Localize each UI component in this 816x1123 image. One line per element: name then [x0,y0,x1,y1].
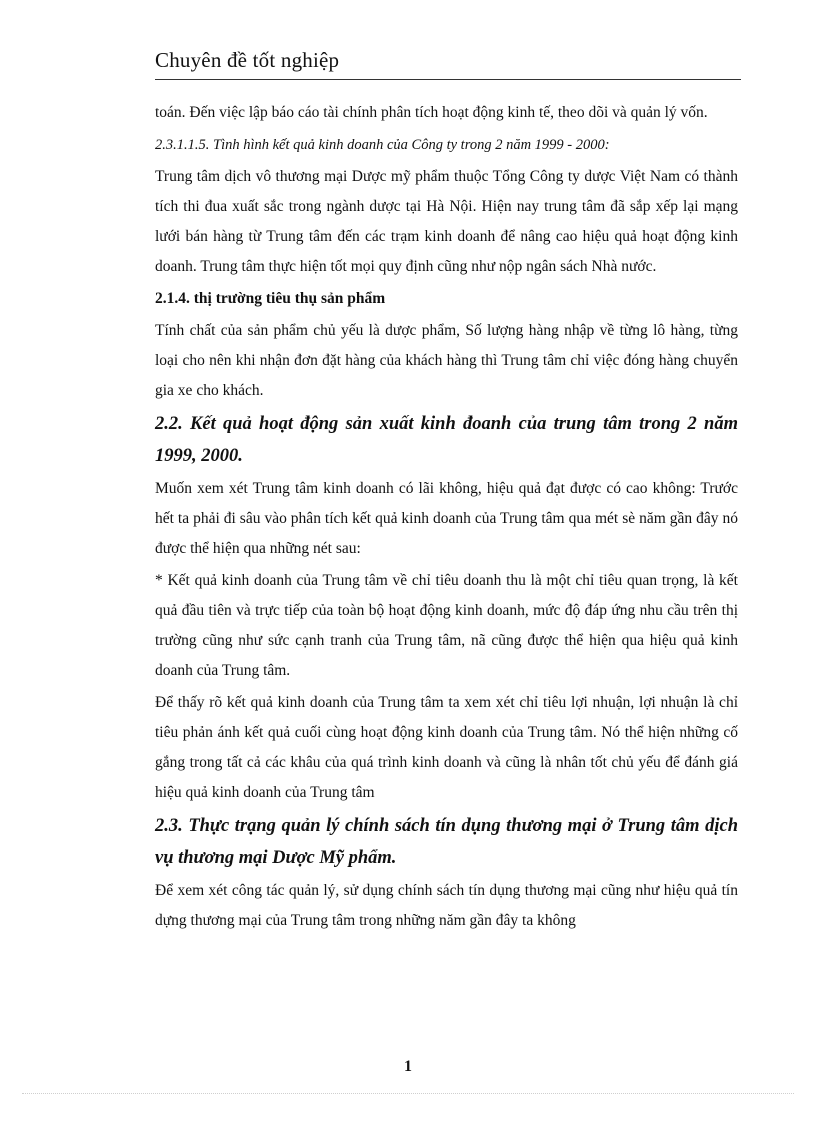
subheading-market: 2.1.4. thị trường tiêu thụ sản phẩm [155,290,386,307]
page-header-title: Chuyên đề tốt nghiệp [155,48,340,72]
page-body [155,98,738,938]
paragraph-revenue-indicator: * Kết quả kinh doanh của Trung tâm về chỉ tiêu doanh thu là một chỉ tiêu quan trọng, là kết quả đầu tiên và trực tiếp của toàn bộ hoạt động kinh doanh, mức độ đáp ứng nhu cầu trên thị trường cũng như sức cạnh tranh của Trung tâm, nã cũng được thể hiện qua hiệu quả kinh doanh của Trung tâm. [155,572,738,679]
paragraph-intro: toán. Đến việc lập báo cáo tài chính phân tích hoạt động kinh tế, theo dõi và quản lý vốn. [155,104,708,121]
paragraph-profit-indicator: Để thấy rõ kết quả kinh doanh của Trung tâm ta xem xét chỉ tiêu lợi nhuận, lợi nhuận là chỉ tiêu phản ánh kết quả cuối cùng hoạt động kinh doanh của Trung tâm. Nó thể hiện những cố gắng trong tất cả các khâu của quá trình kinh doanh và cũng là nhân tốt chủ yếu để đánh giá hiệu quả kinh doanh của Trung tâm [155,694,738,801]
paragraph-profit-analysis: Muốn xem xét Trung tâm kinh doanh có lãi không, hiệu quả đạt được có cao không: Trước hết ta phải đi sâu vào phân tích kết quả kinh doanh của Trung tâm qua mét sè năm gần đây nó được thể hiện qua những nét sau: [155,480,738,557]
paragraph-center-overview: Trung tâm dịch vô thương mại Dược mỹ phẩm thuộc Tổng Công ty dược Việt Nam có thành tích thi đua xuất sắc trong ngành dược tại Hà Nội. Hiện nay trung tâm đã sắp xếp lại mạng lưới bán hàng từ Trung tâm đến các trạm kinh doanh để nâng cao hiệu quả hoạt động kinh doanh. Trung tâm thực hiện tốt mọi quy định cũng như nộp ngân sách Nhà nước. [155,168,738,275]
heading-section-2-2: 2.2. Kết quả hoạt động sản xuất kinh đoanh của trung tâm trong 2 năm 1999, 2000. [155,414,738,466]
page-number: 1 [404,1058,412,1075]
paragraph-product-nature: Tính chất của sản phẩm chủ yếu là dược phẩm, Số lượng hàng nhập về từng lô hàng, từng loại cho nên khi nhận đơn đặt hàng của khách hàng thì Trung tâm chỉ việc đóng hàng chuyển gia xe cho khách. [155,322,738,399]
subheading-business-results: 2.3.1.1.5. Tình hình kết quả kinh doanh của Công ty trong 2 năm 1999 - 2000: [155,137,610,153]
header-divider [155,79,741,80]
paragraph-credit-policy: Để xem xét công tác quản lý, sử dụng chính sách tín dụng thương mại cũng như hiệu quả tín dựng thương mại của Trung tâm trong những năm gần đây ta không [155,882,738,929]
heading-section-2-3: 2.3. Thực trạng quản lý chính sách tín dụng thương mại ở Trung tâm dịch vụ thương mại Dược Mỹ phẩm. [155,816,738,868]
page-bottom-divider [22,1093,794,1094]
